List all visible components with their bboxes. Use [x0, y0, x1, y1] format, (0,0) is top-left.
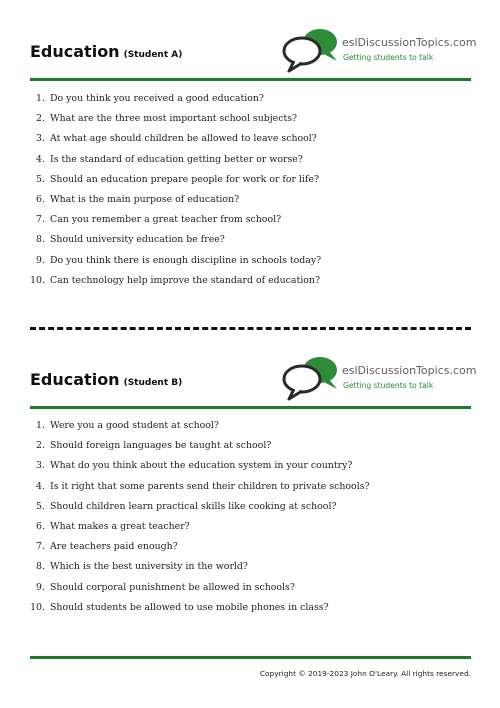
title-subtitle: (Student A) [123, 50, 183, 60]
list-item [30, 132, 471, 152]
question-text: Should students be allowed to use mobile phones in class? [50, 601, 329, 613]
speech-bubbles-icon [282, 26, 342, 74]
brand-tagline: Getting students to talk [343, 381, 434, 390]
brand-logo [282, 354, 477, 402]
question-number: 6. [36, 193, 45, 205]
question-number: 10. [30, 274, 45, 286]
question-text: Is the standard of education getting better or worse? [50, 153, 303, 165]
question-number: 8. [36, 561, 45, 573]
title-text: Education [30, 42, 120, 61]
question-number: 2. [36, 113, 45, 125]
list-item [30, 480, 471, 500]
copyright-notice: Copyright © 2019-2023 John O'Leary. All rights reserved. [259, 669, 471, 678]
question-text: Can technology help improve the standard of education? [50, 274, 320, 286]
list-item [30, 581, 471, 601]
title-subtitle: (Student B) [123, 378, 183, 388]
question-text: Which is the best university in the world? [50, 561, 248, 573]
question-text: Can you remember a great teacher from school? [50, 214, 282, 226]
list-item [30, 274, 471, 294]
title-text: Education [30, 370, 120, 389]
question-number: 6. [36, 520, 45, 532]
question-number: 7. [36, 541, 45, 553]
brand-tagline: Getting students to talk [343, 53, 434, 62]
list-item [30, 173, 471, 193]
question-number: 9. [36, 581, 45, 593]
list-item [30, 153, 471, 173]
footer-divider [30, 656, 471, 659]
question-text: Are teachers paid enough? [50, 541, 178, 553]
speech-bubbles-icon [282, 354, 342, 402]
question-number: 8. [36, 234, 45, 246]
question-text: Should university education be free? [50, 234, 225, 246]
question-text: Do you think you received a good education? [50, 93, 264, 104]
question-text: At what age should children be allowed to leave school? [50, 133, 317, 145]
list-item [30, 112, 471, 132]
list-item [30, 254, 471, 274]
list-item [30, 419, 471, 439]
question-text: Should an education prepare people for work or for life? [50, 173, 320, 185]
question-text: What is the main purpose of education? [50, 193, 240, 205]
brand-name: eslDiscussionTopics.com [342, 364, 477, 377]
question-text: What makes a great teacher? [50, 520, 190, 532]
page-title [30, 42, 182, 61]
question-number: 4. [36, 480, 45, 492]
list-item [30, 500, 471, 520]
cut-line-divider [30, 327, 471, 330]
question-list [30, 92, 471, 294]
list-item [30, 540, 471, 560]
question-text: Do you think there is enough discipline in schools today? [50, 254, 322, 266]
list-item [30, 193, 471, 213]
question-number: 7. [36, 214, 45, 226]
question-number: 5. [36, 500, 45, 512]
list-item [30, 560, 471, 580]
question-number: 1. [36, 420, 45, 431]
question-text: Should children learn practical skills like cooking at school? [50, 500, 337, 512]
list-item [30, 213, 471, 233]
question-text: What do you think about the education system in your country? [50, 460, 353, 472]
section-header [30, 354, 477, 409]
list-item [30, 233, 471, 253]
section-header [30, 26, 477, 81]
list-item [30, 459, 471, 479]
page-title [30, 370, 182, 389]
list-item [30, 601, 471, 621]
list-item [30, 520, 471, 540]
question-number: 1. [36, 93, 45, 104]
question-text: Were you a good student at school? [50, 420, 219, 431]
question-number: 2. [36, 440, 45, 452]
question-number: 9. [36, 254, 45, 266]
question-text: Should foreign languages be taught at school? [50, 440, 272, 452]
section-student-b [30, 354, 477, 621]
brand-name: eslDiscussionTopics.com [342, 36, 477, 49]
list-item [30, 439, 471, 459]
section-student-a [30, 26, 477, 294]
list-item [30, 92, 471, 112]
question-number: 3. [36, 460, 45, 472]
question-text: What are the three most important school subjects? [50, 113, 298, 125]
brand-logo [282, 26, 477, 74]
question-list [30, 419, 471, 621]
question-text: Should corporal punishment be allowed in schools? [50, 581, 295, 593]
question-number: 10. [30, 601, 45, 613]
question-number: 3. [36, 133, 45, 145]
question-text: Is it right that some parents send their children to private schools? [50, 480, 370, 492]
question-number: 5. [36, 173, 45, 185]
question-number: 4. [36, 153, 45, 165]
